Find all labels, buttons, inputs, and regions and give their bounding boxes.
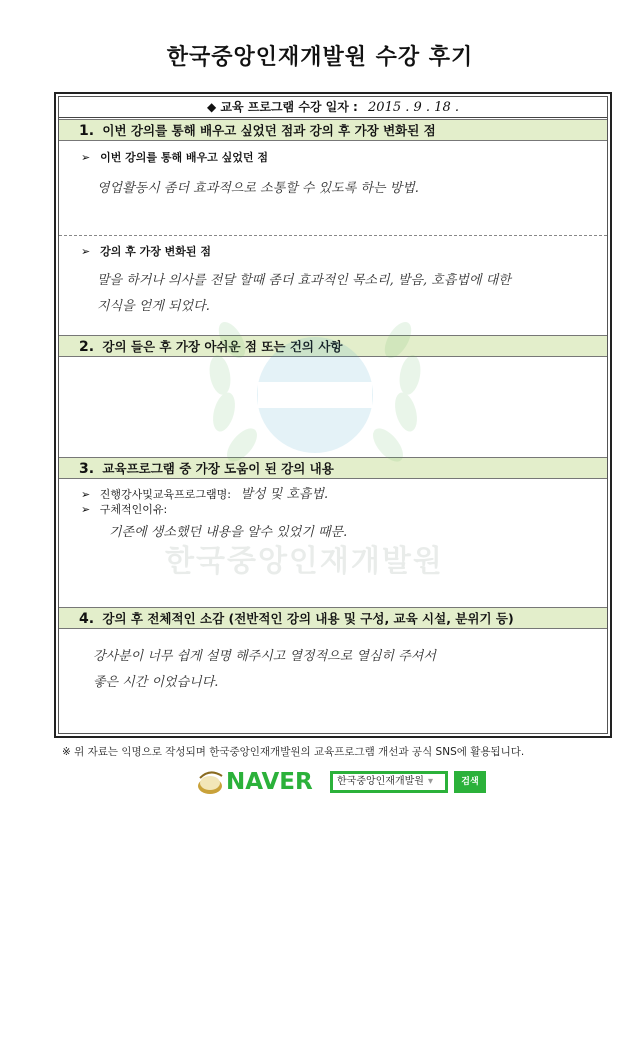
section-1-answer-b-line2: 지식을 얻게 되었다.	[97, 299, 210, 314]
section-1-sub-b-label: 강의 후 가장 변화된 점	[100, 245, 212, 258]
section-3-answer-b: 기존에 생소했던 내용을 알수 있었기 때문.	[109, 525, 348, 540]
arrow-icon: ➢	[81, 488, 91, 501]
section-2-heading	[59, 335, 607, 357]
section-3-sub-a	[81, 483, 328, 502]
section-3-answer-a: 발성 및 호흡법.	[240, 487, 329, 502]
section-3-number: 3.	[79, 461, 95, 477]
dropdown-caret-icon: ▾	[427, 776, 433, 787]
arrow-icon: ➢	[81, 503, 91, 516]
section-3-sub-a-label: 진행강사및교육프로그램명:	[99, 488, 231, 501]
form-inner-border	[58, 96, 608, 734]
dashed-divider	[59, 235, 607, 236]
section-1-sub-a-label: 이번 강의를 통해 배우고 싶었던 점	[100, 151, 268, 164]
section-4-title: 강의 후 전체적인 소감 (전반적인 강의 내용 및 구성, 교육 시설, 분위기 등)	[102, 611, 514, 626]
section-1-heading	[59, 119, 607, 141]
arrow-icon: ➢	[81, 245, 91, 258]
naver-logo: NAVER	[226, 769, 313, 795]
course-date-row	[59, 97, 607, 118]
section-4-answer-line2: 좋은 시간 이었습니다.	[93, 675, 219, 690]
watermark-text: 한국중앙인재개발원	[165, 544, 444, 579]
section-1-sub-b	[81, 243, 211, 259]
section-3-title: 교육프로그램 중 가장 도움이 된 강의 내용	[102, 461, 334, 476]
naver-search-value: 한국중앙인재개발원	[337, 776, 424, 787]
review-form	[54, 92, 612, 738]
footer-note: ※ 위 자료는 익명으로 작성되며 한국중앙인재개발원의 교육프로그램 개선과 공식 SNS에 활용됩니다.	[62, 746, 525, 758]
section-1-answer-a: 영업활동시 좀더 효과적으로 소통할 수 있도록 하는 방법.	[97, 181, 419, 196]
naver-ball-icon	[196, 770, 226, 796]
section-3-heading	[59, 457, 607, 479]
section-3-sub-b-label: 구체적인이유:	[99, 503, 168, 516]
document-title: 한국중앙인재개발원 수강 후기	[166, 45, 474, 70]
section-1-title: 이번 강의를 통해 배우고 싶었던 점과 강의 후 가장 변화된 점	[102, 123, 436, 138]
section-4-number: 4.	[79, 611, 95, 627]
course-date-label: ◆ 교육 프로그램 수강 일자 :	[207, 100, 358, 114]
section-2-number: 2.	[79, 339, 95, 355]
arrow-icon: ➢	[81, 151, 91, 164]
naver-search-button[interactable]: 검색	[454, 771, 486, 793]
naver-search-input[interactable]	[330, 771, 448, 793]
section-4-answer-line1: 강사분이 너무 쉽게 설명 해주시고 열정적으로 열심히 주셔서	[93, 649, 436, 664]
section-3-sub-b	[81, 501, 167, 517]
course-date-value: 2015 . 9 . 18 .	[368, 100, 459, 115]
section-1-sub-a	[81, 149, 268, 165]
section-2-title: 강의 들은 후 가장 아쉬운 점 또는 건의 사항	[102, 339, 343, 354]
section-1-number: 1.	[79, 123, 95, 139]
section-4-heading	[59, 607, 607, 629]
naver-search-banner	[196, 768, 496, 798]
section-1-answer-b-line1: 말을 하거나 의사를 전달 할때 좀더 효과적인 목소리, 발음, 호흡법에 대한	[97, 273, 511, 288]
